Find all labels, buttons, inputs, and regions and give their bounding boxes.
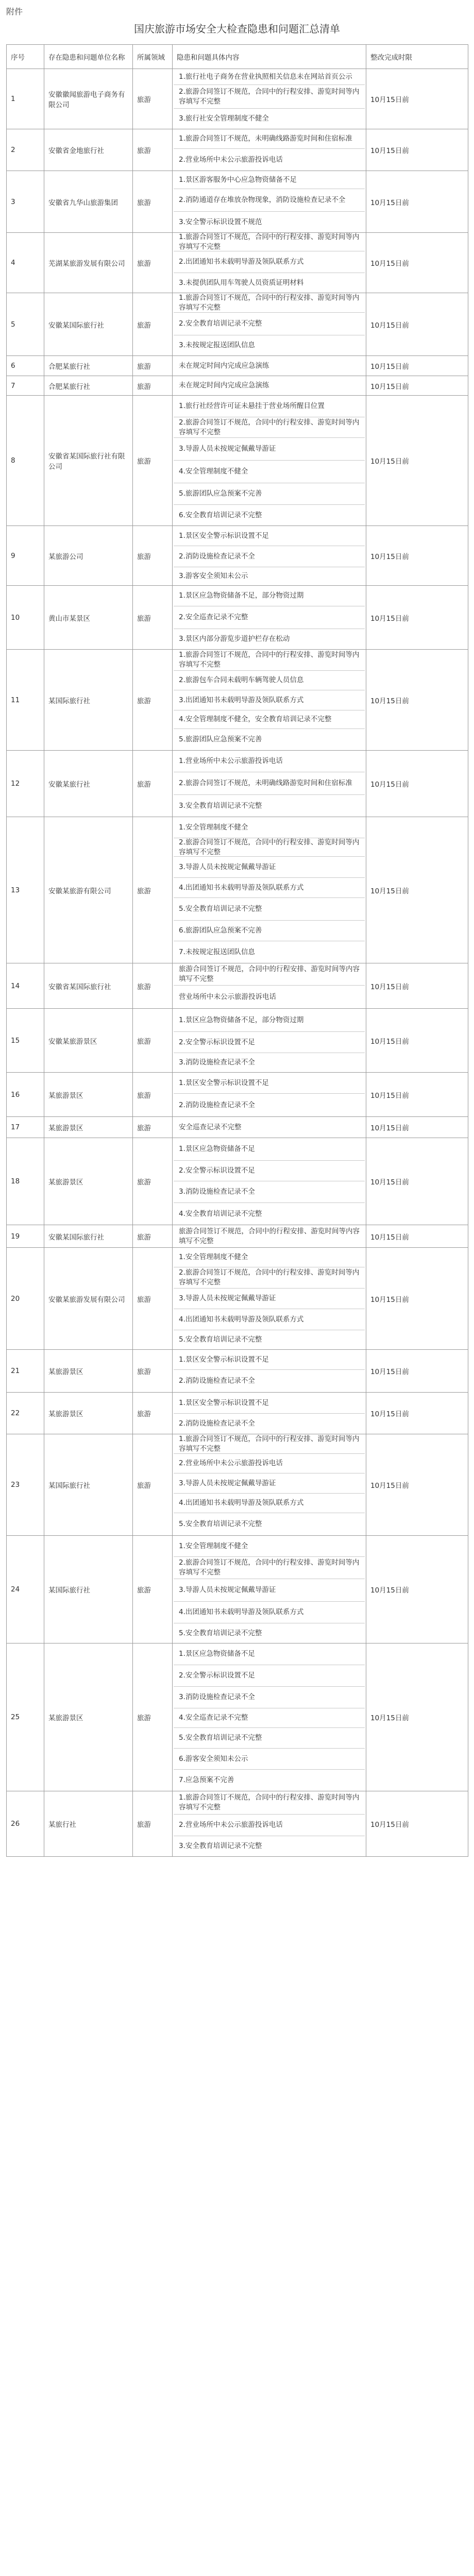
- issue-item: 1.旅游合同签订不规范，合同中的行程安排、游览时间等内容填写不完整: [179, 1434, 360, 1453]
- row-issues: [173, 1536, 366, 1643]
- row-deadline: 10月15日前: [366, 171, 468, 233]
- table-row: [7, 1536, 468, 1643]
- row-issues: [173, 817, 366, 963]
- row-unit-name: 合肥某旅行社: [44, 376, 133, 396]
- issue-item: 3.导游人员未按规定佩戴导游证: [174, 1579, 365, 1601]
- row-unit-name: 安徽省九华山旅游集团: [44, 171, 133, 233]
- row-issues: [173, 1791, 366, 1857]
- table-row: [7, 1393, 468, 1434]
- row-field: 旅游: [133, 1434, 173, 1536]
- row-unit-name: 安徽徽闻旅游电子商务有限公司: [44, 69, 133, 129]
- issue-item: 1.景区应急物资储备不足，部分物资过期: [179, 1015, 304, 1024]
- table-row: [7, 1791, 468, 1857]
- row-number: 16: [7, 1073, 44, 1117]
- row-unit-name: 某旅行社: [44, 1791, 133, 1857]
- issue-item: 1.景区安全警示标识设置不足: [179, 531, 269, 540]
- issue-item: 旅游合同签订不规范，合同中的行程安排、游览时间等内容填写不完整: [179, 965, 360, 983]
- row-issues: [173, 171, 366, 233]
- row-issues: [173, 963, 366, 1009]
- row-field: 旅游: [133, 1117, 173, 1138]
- row-issues: [173, 650, 366, 751]
- row-issues: [173, 1393, 366, 1434]
- row-issues: [173, 129, 366, 171]
- issue-item: 4.安全教育培训记录不完整: [174, 1202, 365, 1225]
- issue-item: 2.安全警示标识设置不足: [174, 1160, 365, 1181]
- issue-item: 2.营业场所中未公示旅游投诉电话: [174, 1453, 365, 1473]
- table-row: [7, 293, 468, 356]
- issue-item: 3.安全教育培训记录不完整: [174, 794, 365, 817]
- issue-item: 6.旅游团队应急预案不完善: [174, 920, 365, 941]
- issue-item: 安全巡查记录不完整: [179, 1123, 242, 1131]
- row-number: 4: [7, 233, 44, 293]
- issue-item: 2.旅游包车合同未载明车辆驾驶人员信息: [174, 670, 365, 690]
- issue-item: 5.旅游团队应急预案不完善: [174, 728, 365, 750]
- issue-item: 2.安全警示标识设置不足: [174, 1031, 365, 1053]
- issue-item: 3.未提供团队用车驾驶人员资质证明材料: [174, 273, 365, 293]
- issue-item: 5.安全教育培训记录不完整: [174, 897, 365, 920]
- row-deadline: 10月15日前: [366, 1248, 468, 1350]
- row-number: 21: [7, 1350, 44, 1393]
- issue-item: 2.消防设施检查记录不全: [174, 1413, 365, 1434]
- row-field: 旅游: [133, 963, 173, 1009]
- issue-item: 1.旅行社经营许可证未悬挂于营业场所醒目位置: [179, 402, 325, 411]
- row-field: 旅游: [133, 69, 173, 129]
- issue-item: 3.出团通知书未载明导游及领队联系方式: [174, 690, 365, 710]
- table-row: [7, 526, 468, 586]
- row-deadline: 10月15日前: [366, 1225, 468, 1248]
- issue-item: 2.旅游合同签订不规范，合同中的行程安排、游览时间等内容填写不完整: [174, 1556, 365, 1579]
- row-deadline: 10月15日前: [366, 526, 468, 586]
- table-row: [7, 1248, 468, 1350]
- row-unit-name: 安徽某旅游景区: [44, 1009, 133, 1073]
- row-number: 5: [7, 293, 44, 356]
- issue-item: 2.旅游合同签订不规范，未明确线路游览时间和住宿标准: [174, 772, 365, 794]
- row-number: 15: [7, 1009, 44, 1073]
- row-issues: [173, 1643, 366, 1791]
- row-issues: [173, 1138, 366, 1225]
- row-unit-name: 某旅游公司: [44, 526, 133, 586]
- issue-item: 1.旅游合同签订不规范，合同中的行程安排、游览时间等内容填写不完整: [179, 1793, 360, 1811]
- header-cell-unit: 存在隐患和问题单位名称: [44, 45, 133, 69]
- row-deadline: 10月15日前: [366, 1350, 468, 1393]
- row-unit-name: 安徽省金地旅行社: [44, 129, 133, 171]
- table-row: [7, 171, 468, 233]
- issue-item: 3.导游人员未按规定佩戴导游证: [174, 437, 365, 460]
- row-deadline: 10月15日前: [366, 1073, 468, 1117]
- issue-item: 1.景区游客服务中心应急物资储备不足: [179, 175, 297, 184]
- issue-item: 1.旅游合同签订不规范，合同中的行程安排、游览时间等内容填写不完整: [179, 232, 360, 251]
- row-unit-name: 黄山市某景区: [44, 586, 133, 650]
- issue-item: 2.消防设施检查记录不全: [174, 1369, 365, 1392]
- table-row: [7, 396, 468, 526]
- table-row: [7, 751, 468, 817]
- issue-item: 3.导游人员未按规定佩戴导游证: [174, 1288, 365, 1309]
- issue-item: 2.营业场所中未公示旅游投诉电话: [174, 148, 365, 171]
- row-number: 13: [7, 817, 44, 963]
- row-unit-name: 安徽某旅行社: [44, 751, 133, 817]
- row-issues: [173, 233, 366, 293]
- row-field: 旅游: [133, 1536, 173, 1643]
- document-title: 国庆旅游市场安全大检查隐患和问题汇总清单: [134, 23, 340, 35]
- row-issues: [173, 1073, 366, 1117]
- row-field: 旅游: [133, 650, 173, 751]
- issue-item: 2.安全警示标识设置不足: [174, 1665, 365, 1686]
- rectification-table: [6, 44, 468, 1857]
- issue-item: 1.景区安全警示标识设置不足: [179, 1398, 269, 1407]
- row-number: 2: [7, 129, 44, 171]
- issue-item: 1.安全管理制度不健全: [179, 1253, 248, 1262]
- row-deadline: 10月15日前: [366, 650, 468, 751]
- row-unit-name: 某国际旅行社: [44, 1536, 133, 1643]
- row-field: 旅游: [133, 129, 173, 171]
- header-cell-seq: 序号: [7, 45, 44, 69]
- issue-item: 1.旅游合同签订不规范，合同中的行程安排、游览时间等内容填写不完整: [179, 651, 360, 669]
- table-row: [7, 586, 468, 650]
- row-unit-name: 某旅游景区: [44, 1117, 133, 1138]
- issue-item: 2.旅游合同签订不规范，合同中的行程安排、游览时间等内容填写不完整: [174, 417, 365, 437]
- issue-item: 未在规定时间内完成应急演练: [179, 381, 269, 390]
- table-header-row: [7, 45, 468, 69]
- issue-item: 2.安全巡查记录不完整: [174, 606, 365, 629]
- issue-item: 4.安全管理制度不健全: [174, 460, 365, 483]
- header-cell-issues: 隐患和问题具体内容: [173, 45, 366, 69]
- issue-item: 6.游客安全须知未公示: [174, 1748, 365, 1769]
- row-number: 8: [7, 396, 44, 526]
- row-deadline: 10月15日前: [366, 1138, 468, 1225]
- issue-item: 3.未按规定报送团队信息: [174, 335, 365, 355]
- row-unit-name: 某旅游景区: [44, 1643, 133, 1791]
- issue-item: 5.安全教育培训记录不完整: [174, 1727, 365, 1748]
- row-number: 7: [7, 376, 44, 396]
- issue-item: 1.景区应急物资储备不足: [179, 1650, 255, 1658]
- table-row: [7, 963, 468, 1009]
- row-unit-name: 合肥某旅行社: [44, 356, 133, 376]
- row-number: 19: [7, 1225, 44, 1248]
- row-issues: [173, 1434, 366, 1536]
- issue-item: 1.安全管理制度不健全: [179, 1541, 248, 1550]
- row-issues: [173, 356, 366, 376]
- row-deadline: 10月15日前: [366, 356, 468, 376]
- row-number: 20: [7, 1248, 44, 1350]
- row-number: 10: [7, 586, 44, 650]
- row-number: 9: [7, 526, 44, 586]
- row-deadline: 10月15日前: [366, 1434, 468, 1536]
- header-cell-deadline: 整改完成时限: [366, 45, 468, 69]
- row-field: 旅游: [133, 396, 173, 526]
- issue-item: 4.出团通知书未载明导游及领队联系方式: [174, 1309, 365, 1330]
- table-row: [7, 1643, 468, 1791]
- table-row: [7, 1434, 468, 1536]
- table-row: [7, 817, 468, 963]
- row-number: 23: [7, 1434, 44, 1536]
- row-deadline: 10月15日前: [366, 69, 468, 129]
- table-row: [7, 69, 468, 129]
- row-number: 22: [7, 1393, 44, 1434]
- table-row: [7, 356, 468, 376]
- issue-item: 4.出团通知书未载明导游及领队联系方式: [174, 877, 365, 897]
- row-field: 旅游: [133, 233, 173, 293]
- appendix-label: 附件: [6, 7, 23, 16]
- issue-item: 3.景区内部分游览步道护栏存在松动: [174, 629, 365, 649]
- row-issues: [173, 751, 366, 817]
- row-deadline: 10月15日前: [366, 963, 468, 1009]
- issue-item: 4.安全管理制度不健全，安全教育培训记录不完整: [174, 710, 365, 728]
- row-number: 1: [7, 69, 44, 129]
- issue-item: 5.安全教育培训记录不完整: [174, 1330, 365, 1349]
- issue-item: 3.消防设施检查记录不全: [174, 1181, 365, 1202]
- row-field: 旅游: [133, 1393, 173, 1434]
- issue-item: 4.出团通知书未载明导游及领队联系方式: [174, 1493, 365, 1513]
- issue-item: 1.景区应急物资储备不足: [179, 1145, 255, 1154]
- row-unit-name: 安徽省某国际旅行社: [44, 963, 133, 1009]
- issue-item: 5.安全教育培训记录不完整: [174, 1513, 365, 1535]
- issue-item: 1.景区应急物资储备不足，部分物资过期: [179, 591, 304, 600]
- row-number: 12: [7, 751, 44, 817]
- row-number: 3: [7, 171, 44, 233]
- row-issues: [173, 1117, 366, 1138]
- issue-item: 2.消防设施检查记录不全: [174, 1093, 365, 1116]
- row-issues: [173, 1225, 366, 1248]
- row-number: 11: [7, 650, 44, 751]
- row-field: 旅游: [133, 293, 173, 356]
- row-number: 6: [7, 356, 44, 376]
- issue-item: 2.安全教育培训记录不完整: [174, 312, 365, 335]
- row-deadline: 10月15日前: [366, 1009, 468, 1073]
- issue-item: 4.安全巡查记录不完整: [174, 1708, 365, 1727]
- row-field: 旅游: [133, 586, 173, 650]
- issue-item: 5.安全教育培训记录不完整: [174, 1623, 365, 1643]
- row-deadline: 10月15日前: [366, 1117, 468, 1138]
- row-unit-name: 安徽某国际旅行社: [44, 293, 133, 356]
- row-deadline: 10月15日前: [366, 1791, 468, 1857]
- issue-item: 7.应急预案不完善: [174, 1769, 365, 1791]
- row-field: 旅游: [133, 1138, 173, 1225]
- row-deadline: 10月15日前: [366, 396, 468, 526]
- row-field: 旅游: [133, 1643, 173, 1791]
- row-number: 17: [7, 1117, 44, 1138]
- issue-item: 3.安全教育培训记录不完整: [174, 1836, 365, 1856]
- row-field: 旅游: [133, 526, 173, 586]
- row-issues: [173, 1009, 366, 1073]
- row-field: 旅游: [133, 1248, 173, 1350]
- table-row: [7, 1138, 468, 1225]
- table-row: [7, 1225, 468, 1248]
- row-unit-name: 安徽某旅游有限公司: [44, 817, 133, 963]
- row-unit-name: 某旅游景区: [44, 1350, 133, 1393]
- row-deadline: 10月15日前: [366, 293, 468, 356]
- row-deadline: 10月15日前: [366, 751, 468, 817]
- table-row: [7, 650, 468, 751]
- issue-item: 3.导游人员未按规定佩戴导游证: [174, 856, 365, 877]
- row-field: 旅游: [133, 817, 173, 963]
- row-deadline: 10月15日前: [366, 1643, 468, 1791]
- row-issues: [173, 69, 366, 129]
- row-issues: [173, 526, 366, 586]
- row-unit-name: 某旅游景区: [44, 1138, 133, 1225]
- issue-item: 旅游合同签订不规范，合同中的行程安排、游览时间等内容填写不完整: [179, 1227, 360, 1245]
- row-field: 旅游: [133, 1225, 173, 1248]
- table-row: [7, 1117, 468, 1138]
- issue-item: 未在规定时间内完成应急演练: [179, 361, 269, 370]
- issue-item: 2.旅游合同签订不规范，合同中的行程安排、游览时间等内容填写不完整: [174, 838, 365, 856]
- issue-item: 1.旅游合同签订不规范，合同中的行程安排、游览时间等内容填写不完整: [179, 293, 360, 312]
- row-field: 旅游: [133, 751, 173, 817]
- row-number: 25: [7, 1643, 44, 1791]
- row-issues: [173, 396, 366, 526]
- row-unit-name: 某旅游景区: [44, 1073, 133, 1117]
- issue-item: 2.旅游合同签订不规范，合同中的行程安排、游览时间等内容填写不完整: [174, 1267, 365, 1288]
- row-unit-name: 某国际旅行社: [44, 650, 133, 751]
- issue-item: 4.出团通知书未载明导游及领队联系方式: [174, 1601, 365, 1623]
- row-issues: [173, 1248, 366, 1350]
- issue-item: 3.消防设施检查记录不全: [174, 1686, 365, 1708]
- issue-item: 2.出团通知书未载明导游及领队联系方式: [174, 251, 365, 273]
- issue-item: 1.旅游合同签订不规范，未明确线路游览时间和住宿标准: [179, 134, 352, 143]
- issue-item: 3.消防设施检查记录不全: [174, 1053, 365, 1072]
- row-issues: [173, 1350, 366, 1393]
- row-field: 旅游: [133, 1350, 173, 1393]
- issue-item: 2.消防设施检查记录不全: [174, 546, 365, 567]
- row-issues: [173, 376, 366, 396]
- row-field: 旅游: [133, 1791, 173, 1857]
- header-cell-field: 所属领域: [133, 45, 173, 69]
- table-row: [7, 1009, 468, 1073]
- row-unit-name: 某国际旅行社: [44, 1434, 133, 1536]
- issue-item: 3.游客安全须知未公示: [174, 567, 365, 585]
- row-deadline: 10月15日前: [366, 586, 468, 650]
- row-deadline: 10月15日前: [366, 817, 468, 963]
- issue-item: 3.导游人员未按规定佩戴导游证: [174, 1473, 365, 1493]
- issue-item: 2.营业场所中未公示旅游投诉电话: [174, 1814, 365, 1836]
- issue-item: 1.景区安全警示标识设置不足: [179, 1355, 269, 1364]
- issue-item: 2.消防通道存在堆放杂物现象，消防设施检查记录不全: [174, 189, 365, 211]
- table-row: [7, 129, 468, 171]
- row-unit-name: 安徽某旅游发展有限公司: [44, 1248, 133, 1350]
- row-issues: [173, 293, 366, 356]
- row-number: 24: [7, 1536, 44, 1643]
- issue-item: 1.旅行社电子商务在营业执照相关信息未在网站首页公示: [179, 72, 352, 81]
- table-row: [7, 233, 468, 293]
- row-unit-name: 芜湖某旅游发展有限公司: [44, 233, 133, 293]
- row-field: 旅游: [133, 171, 173, 233]
- issue-item: 营业场所中未公示旅游投诉电话: [174, 985, 365, 1008]
- issue-item: 3.旅行社安全管理制度不健全: [174, 108, 365, 129]
- issue-item: 6.安全教育培训记录不完整: [174, 504, 365, 526]
- row-field: 旅游: [133, 1073, 173, 1117]
- row-unit-name: 安徽某国际旅行社: [44, 1225, 133, 1248]
- table-row: [7, 1073, 468, 1117]
- row-number: 26: [7, 1791, 44, 1857]
- table-row: [7, 1350, 468, 1393]
- row-issues: [173, 586, 366, 650]
- issue-item: 7.未按规定报送团队信息: [174, 941, 365, 963]
- row-deadline: 10月15日前: [366, 1393, 468, 1434]
- row-unit-name: 某旅游景区: [44, 1393, 133, 1434]
- row-deadline: 10月15日前: [366, 233, 468, 293]
- row-field: 旅游: [133, 356, 173, 376]
- issue-item: 1.景区安全警示标识设置不足: [179, 1078, 269, 1087]
- issue-item: 1.安全管理制度不健全: [179, 823, 248, 832]
- row-number: 18: [7, 1138, 44, 1225]
- row-unit-name: 安徽省某国际旅行社有限公司: [44, 396, 133, 526]
- issue-item: 5.旅游团队应急预案不完善: [174, 483, 365, 504]
- row-field: 旅游: [133, 1009, 173, 1073]
- row-deadline: 10月15日前: [366, 376, 468, 396]
- issue-item: 2.旅游合同签订不规范，合同中的行程安排、游览时间等内容填写不完整: [174, 84, 365, 108]
- table-row: [7, 376, 468, 396]
- row-field: 旅游: [133, 376, 173, 396]
- row-deadline: 10月15日前: [366, 129, 468, 171]
- row-number: 14: [7, 963, 44, 1009]
- issue-item: 3.安全警示标识设置不规范: [174, 211, 365, 232]
- issue-item: 1.营业场所中未公示旅游投诉电话: [179, 757, 283, 766]
- row-deadline: 10月15日前: [366, 1536, 468, 1643]
